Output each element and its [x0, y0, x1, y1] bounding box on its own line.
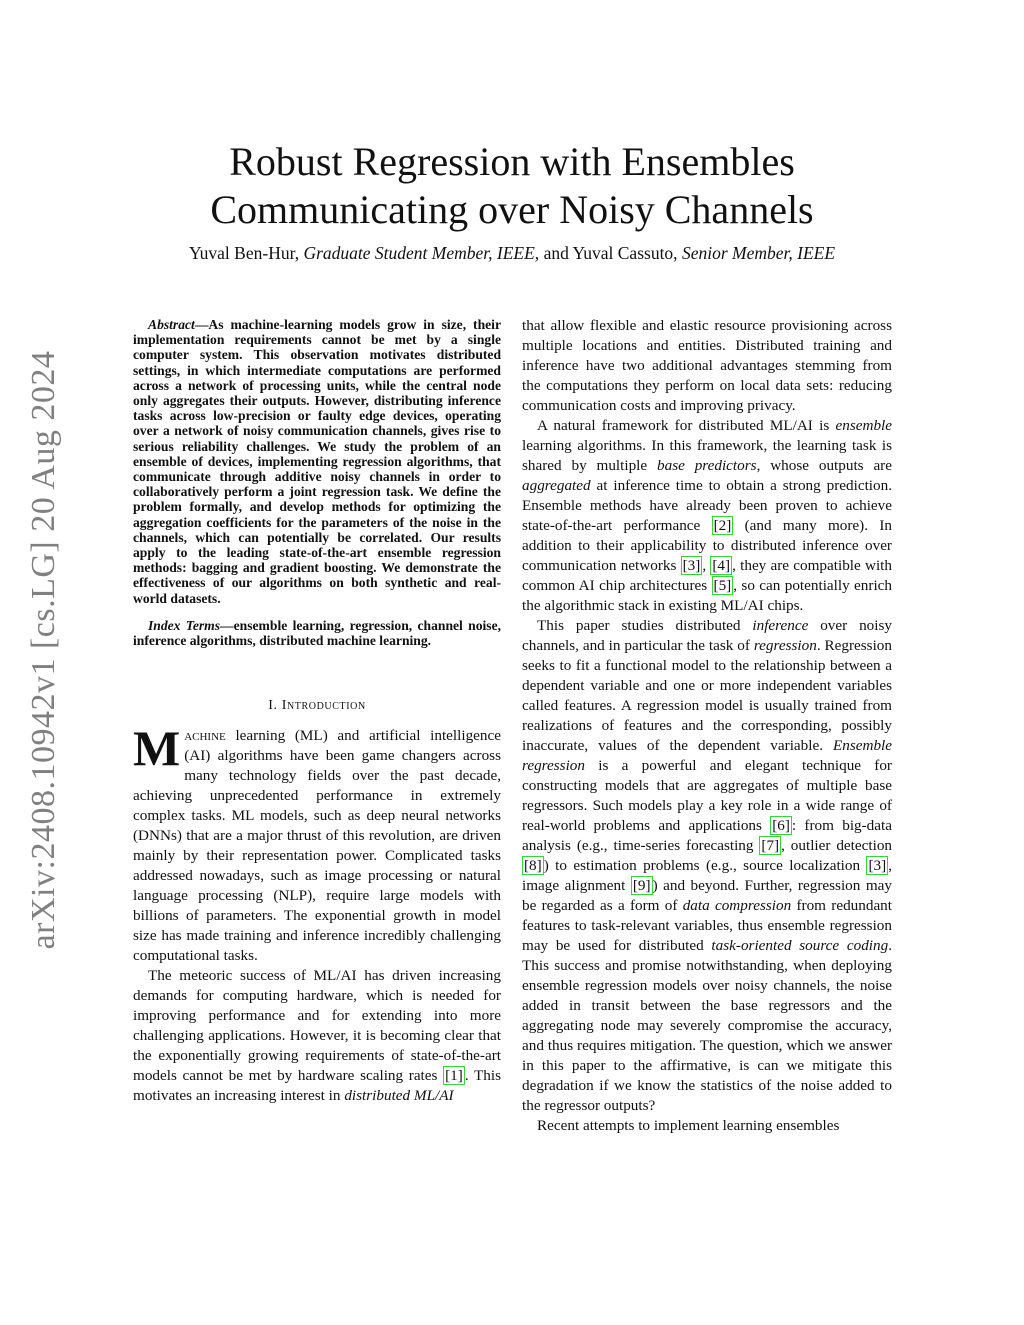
- arxiv-stamp: [14, 350, 74, 950]
- title-line-2: Communicating over Noisy Channels: [210, 187, 814, 232]
- citation-link[interactable]: [5]: [713, 577, 732, 594]
- author-connector: and Yuval Cassuto,: [543, 243, 678, 263]
- text-run: from redundant features to task-relevant variables, thus ensemble regression may be used for distributed: [522, 897, 892, 954]
- citation-link[interactable]: [9]: [632, 877, 651, 894]
- intro-paragraph-2: [133, 966, 501, 1106]
- text-run: : from big-data analysis (e.g., time-series forecasting: [522, 817, 892, 854]
- title-line-1: Robust Regression with Ensembles: [229, 139, 795, 184]
- emphasis: task-oriented source coding: [711, 937, 889, 954]
- intro-paragraph-3: [522, 416, 892, 616]
- intro-paragraph-5: [522, 1116, 892, 1136]
- index-terms: [133, 618, 501, 648]
- intro-p1-text: learning (ML) and artificial intelligence (AI) algorithms have been game changers across many technology fields over the past decade, achieving unprecedented performance in extremely complex tasks. ML models, such as deep neural networks (DNNs) that are a major thrust of this revolution, are driven mainly by their representation power. Complicated tasks addressed nowadays, such as image processing or natural language processing (NLP), require large models with billions of parameters. The exponential growth in model size has made training and inference incredibly challenging computational tasks.: [133, 727, 501, 965]
- text-run: . This success and promise notwithstanding, when deploying ensemble regression models over noisy channels, the noise added in transit between the base regressors and the aggregating node may severely compromise the accuracy, and thus requires mitigation. The question, which we answer in this paper to the affirmative, is can we mitigate this degradation if we know the statistics of the noise added to the regressor outputs?: [522, 937, 892, 1114]
- text-run: A natural framework for distributed ML/AI is: [537, 417, 836, 434]
- emphasis: Ensemble regression: [522, 737, 892, 774]
- left-column: [133, 317, 501, 1106]
- text-run: learning algorithms. In this framework, the learning task is shared by multiple: [522, 437, 892, 474]
- text-run: is a powerful and elegant technique for constructing models that are aggregates of multiple base regressors. Such models play a key role in a wide range of real-world problems and applications: [522, 757, 892, 834]
- intro-paragraph-4: [522, 616, 892, 1116]
- citation-link[interactable]: [8]: [524, 857, 542, 874]
- text-run: ) to estimation problems (e.g., source localization: [543, 857, 867, 874]
- citation-link[interactable]: [7]: [761, 837, 780, 854]
- intro-paragraph-1: [133, 720, 501, 966]
- text-run: , image alignment: [522, 857, 892, 894]
- text-run: , they are compatible with common AI chip architectures: [522, 557, 892, 594]
- text-run: that allow flexible and elastic resource provisioning across multiple locations and entities. Distributed training and inference have two additional advantages stemming from the computations they perform on local data sets: reducing communication costs and improving privacy.: [522, 317, 892, 414]
- abstract-text: —As machine-learning models grow in size, their implementation requirements cannot be met by a single computer system. This observation motivates distributed settings, in which intermediate computations are performed across a network of processing units, while the central node only aggregates their outputs. However, distributing inference tasks across low-precision or faulty edge devices, operating over a network of noisy communication channels, gives rise to serious reliability challenges. We study the problem of an ensemble of devices, implementing regression algorithms, that communicate through additive noisy channels in order to collaboratively perform a joint regression task. We define the problem formally, and develop methods for optimizing the aggregation coefficients for the parameters of the noise in the channels, which can potentially be correlated. Our results apply to the leading state-of-the-art ensemble regression methods: bagging and gradient boosting. We demonstrate the effectiveness of our algorithms on both synthetic and real-world datasets.: [133, 317, 501, 606]
- citation-link[interactable]: [2]: [713, 517, 732, 534]
- emphasis: regression: [753, 637, 817, 654]
- emphasis: ensemble: [835, 417, 892, 434]
- author-line: [112, 241, 912, 265]
- index-terms-label: Index Terms: [148, 617, 221, 633]
- citation-link[interactable]: [4]: [712, 557, 731, 574]
- text-run: over noisy channels, and in particular the task of: [522, 617, 892, 654]
- right-column: [522, 316, 892, 1136]
- section-title: Introduction: [281, 698, 366, 714]
- drop-cap: M: [133, 720, 181, 777]
- text-run: This paper studies distributed: [537, 617, 753, 634]
- abstract: [133, 317, 501, 606]
- emphasis: distributed ML/AI: [344, 1087, 454, 1105]
- author-2-role: Senior Member, IEEE: [681, 243, 836, 263]
- text-run: . This motivates an increasing interest in: [133, 1067, 501, 1105]
- section-number: I.: [268, 698, 282, 714]
- index-terms-text: —ensemble learning, regression, channel noise, inference algorithms, distributed machine learning.: [133, 617, 501, 649]
- citation-link[interactable]: [3]: [682, 557, 701, 574]
- text-run: ,: [702, 557, 711, 574]
- text-run: , so can potentially enrich the algorithmic stack in existing ML/AI chips.: [522, 577, 892, 614]
- text-run: . Regression seeks to fit a functional model to the relationship between a dependent variable and one or more independent variables called features. A regression model is usually trained from realizations of features and the corresponding, possibly inaccurate, values of the dependent variable.: [522, 637, 892, 754]
- emphasis: base predictors: [657, 457, 757, 474]
- author-1: Yuval Ben-Hur,: [188, 243, 300, 263]
- emphasis: data compression: [682, 897, 792, 914]
- citation-link[interactable]: [1]: [445, 1067, 463, 1085]
- paper-title: [112, 138, 912, 234]
- text-run: Recent attempts to implement learning ensembles: [537, 1117, 840, 1134]
- citation-link[interactable]: [6]: [772, 817, 790, 834]
- text-run: at inference time to obtain a strong prediction. Ensemble methods have already been proven to achieve state-of-the-art performance: [522, 477, 892, 534]
- text-run: , whose outputs are: [756, 457, 892, 474]
- emphasis: aggregated: [522, 477, 591, 494]
- intro-first-word: achine: [184, 727, 226, 745]
- text-run: ) and beyond. Further, regression may be regarded as a form of: [522, 877, 892, 914]
- text-run: The meteoric success of ML/AI has driven increasing demands for computing hardware, which is needed for improving performance and for extending into more challenging applications. However, it is becoming clear that the exponentially growing requirements of state-of-the-art models cannot be met by hardware scaling rates: [133, 967, 501, 1085]
- citation-link[interactable]: [3]: [868, 857, 887, 874]
- author-1-role: Graduate Student Member, IEEE,: [303, 243, 540, 263]
- section-heading-introduction: [133, 696, 501, 716]
- text-run: , outlier detection: [781, 837, 893, 854]
- intro-paragraph-2-continued: [522, 316, 892, 416]
- arxiv-identifier: arXiv:2408.10942v1 [cs.LG] 20 Aug 2024: [25, 350, 62, 950]
- abstract-label: Abstract: [148, 317, 195, 332]
- emphasis: inference: [752, 617, 809, 634]
- text-run: (and many more). In addition to their applicability to distributed inference over communication networks: [522, 517, 892, 574]
